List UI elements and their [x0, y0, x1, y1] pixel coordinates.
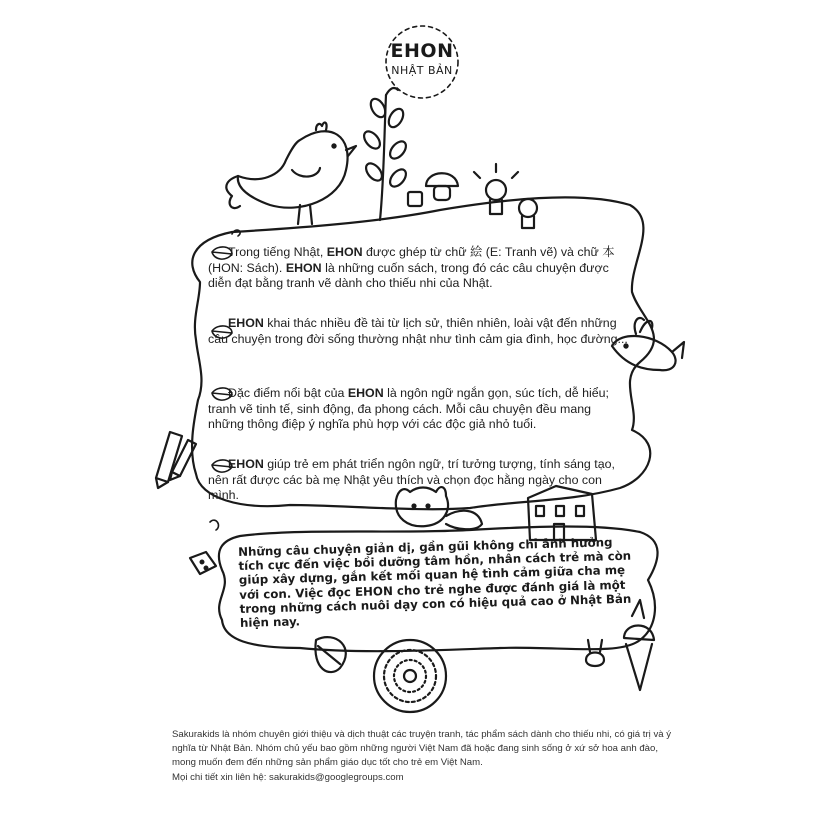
sprout-icon — [361, 88, 409, 220]
ehon-keyword: EHON — [326, 245, 363, 259]
paragraph-4: EHON giúp trẻ em phát triển ngôn ngữ, trí tưởng tượng, tính sáng tạo, nên rất được các bà mẹ Nhật yêu thích và chọn đọc hằng ngày cho con mình. — [208, 457, 615, 503]
bird-icon — [226, 123, 356, 224]
mushroom-icon — [426, 173, 458, 200]
squiggle-ornament — [210, 520, 218, 530]
dice-icon — [190, 552, 216, 574]
highlight-bubble-text: Những câu chuyện giản dị, gần gũi không chỉ ảnh hưởng tích cực đến việc bồi dưỡng tâm hồn, nhân cách trẻ mà còn giúp xây dựng, gắn kết mối quan hệ tình cảm giữa cha mẹ với con. Việc đọc EHON cho trẻ nghe được đánh giá là một trong những cách nuôi dạy con có hiệu quả cao ở Nhật Bản hiện nay. — [238, 535, 632, 630]
ehon-keyword: EHON — [285, 260, 322, 275]
leaf-doodle-icon — [315, 637, 345, 672]
ehon-keyword: EHON — [347, 386, 384, 400]
ehon-keyword: EHON — [228, 316, 264, 330]
squiggle-ornament — [232, 230, 240, 236]
paragraph-1: Trong tiếng Nhật, EHON được ghép từ chữ 絵 (E: Tranh vẽ) và chữ 本 (HON: Sách). EHON là những cuốn sách, trong đó các câu chuyện được diễn đạt bằng tranh vẽ dành cho thiếu nhi của Nhật. — [208, 245, 615, 291]
badge-subtitle: NHẬT BẢN — [391, 64, 453, 77]
badge-circle — [386, 26, 458, 98]
paragraph-2: EHON khai thác nhiều đề tài từ lịch sử, thiên nhiên, loài vật đến những câu chuyện trong đời sống thường nhật như tình cảm gia đình, học đường... — [208, 316, 628, 346]
ehon-keyword: EHON — [228, 457, 264, 471]
lightbulb-icon — [474, 164, 537, 228]
paragraph-3: Đặc điểm nổi bật của EHON là ngôn ngữ ngắn gọn, súc tích, dễ hiểu; tranh vẽ tinh tế, sinh động, đa phong cách. Mỗi câu chuyện đều mang những thông điệp ý nghĩa phù hợp với các độc giả nhỏ tuổi. — [208, 386, 609, 432]
footer-contact: Mọi chi tiết xin liên hệ: sakurakids@googlegroups.com — [172, 771, 404, 783]
flower-icon — [374, 640, 446, 712]
footer — [172, 728, 672, 785]
cup-icon — [408, 192, 422, 206]
rabbit-icon — [586, 640, 604, 666]
badge-title: EHON — [390, 40, 454, 62]
footer-description: Sakurakids là nhóm chuyên giới thiệu và dịch thuật các truyện tranh, tác phẩm sách dành cho thiếu nhi, có giá trị và ý nghĩa từ Nhật Bản. Nhóm chủ yếu bao gồm những người Việt Nam đã hoặc đang sinh sống ở xứ sở hoa anh đào, mong muốn đem đến những sản phẩm giáo dục tốt cho trẻ em Việt Nam. — [172, 729, 672, 769]
